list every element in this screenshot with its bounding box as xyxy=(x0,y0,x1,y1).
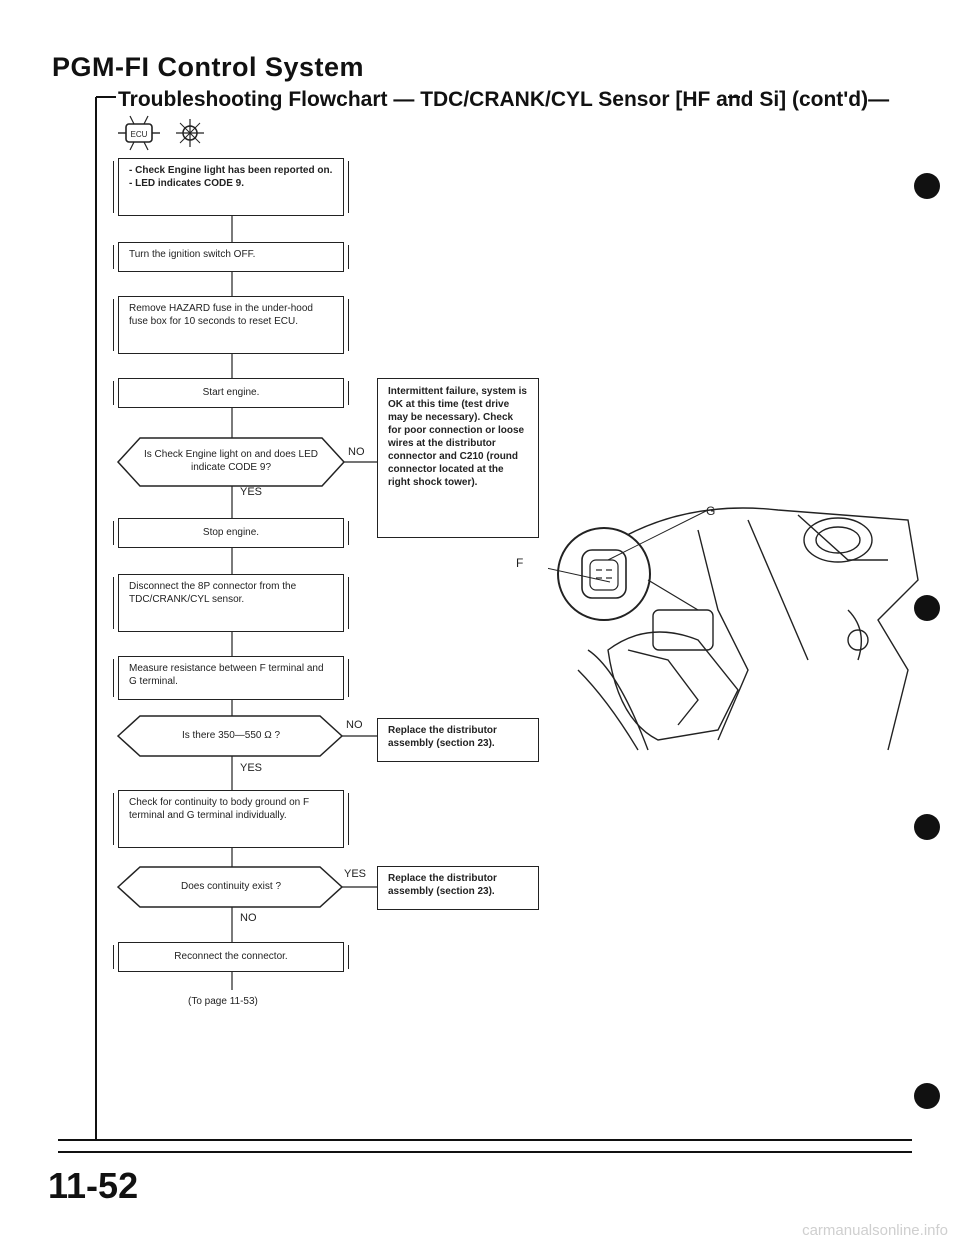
start-line-1: - Check Engine light has been reported on. xyxy=(129,165,333,176)
svg-text:ECU: ECU xyxy=(130,130,148,139)
step-check-continuity: Check for continuity to body ground on F terminal and G terminal individually. xyxy=(118,790,344,848)
no-label-3: NO xyxy=(240,912,257,924)
ecu-icon xyxy=(118,116,160,150)
subtitle-suffix: TDC/CRANK/CYL Sensor [HF and Si] (cont'd)— xyxy=(420,88,890,111)
to-page-reference: (To page 11-53) xyxy=(188,996,258,1007)
step-measure-resistance: Measure resistance between F terminal and G terminal. xyxy=(118,656,344,700)
step-disconnect-connector: Disconnect the 8P connector from the TDC/CRANK/CYL sensor. xyxy=(118,574,344,632)
yes-label-3: YES xyxy=(344,868,367,880)
yes-label-2: YES xyxy=(240,762,263,774)
page-title: PGM-FI Control System xyxy=(52,52,365,82)
label-g: G xyxy=(706,504,716,518)
yes-label-1: YES xyxy=(240,486,263,498)
decision-code9-text: Is Check Engine light on and does LED indicate CODE 9? xyxy=(144,449,318,473)
tab-dot-4 xyxy=(914,1083,940,1109)
tab-dot-1 xyxy=(914,173,940,199)
step-reconnect: Reconnect the connector. xyxy=(118,942,344,972)
label-f: F xyxy=(516,556,524,570)
sensor-icon xyxy=(176,119,204,147)
no-label-1: NO xyxy=(348,446,365,458)
result-replace-1: Replace the distributor assembly (section 23). xyxy=(377,718,539,762)
start-line-2: - LED indicates CODE 9. xyxy=(129,177,245,189)
start-condition-box xyxy=(118,158,344,216)
no-label-2: NO xyxy=(346,719,363,731)
result-replace-2: Replace the distributor assembly (section 23). xyxy=(377,866,539,910)
distributor-illustration xyxy=(548,500,928,760)
subtitle-prefix: Troubleshooting Flowchart xyxy=(118,88,388,111)
step-start-engine: Start engine. xyxy=(118,378,344,408)
decision-resistance-text: Is there 350—550 Ω ? xyxy=(181,730,281,741)
tab-dot-3 xyxy=(914,814,940,840)
decision-continuity-text: Does continuity exist ? xyxy=(180,881,282,892)
step-ignition-off: Turn the ignition switch OFF. xyxy=(118,242,344,272)
result-intermittent-box: Intermittent failure, system is OK at this time (test drive may be necessary). Check for poor connection or loose wires at the distributor connector and C210 (round connector located at the right shock tower). xyxy=(377,378,539,538)
subtitle-dash: — xyxy=(393,88,415,111)
header-icons xyxy=(106,112,216,156)
step-remove-fuse: Remove HAZARD fuse in the under-hood fuse box for 10 seconds to reset ECU. xyxy=(118,296,344,354)
page-number: 11-52 xyxy=(48,1165,139,1206)
step-stop-engine: Stop engine. xyxy=(118,518,344,548)
watermark: carmanualsonline.info xyxy=(802,1222,948,1239)
